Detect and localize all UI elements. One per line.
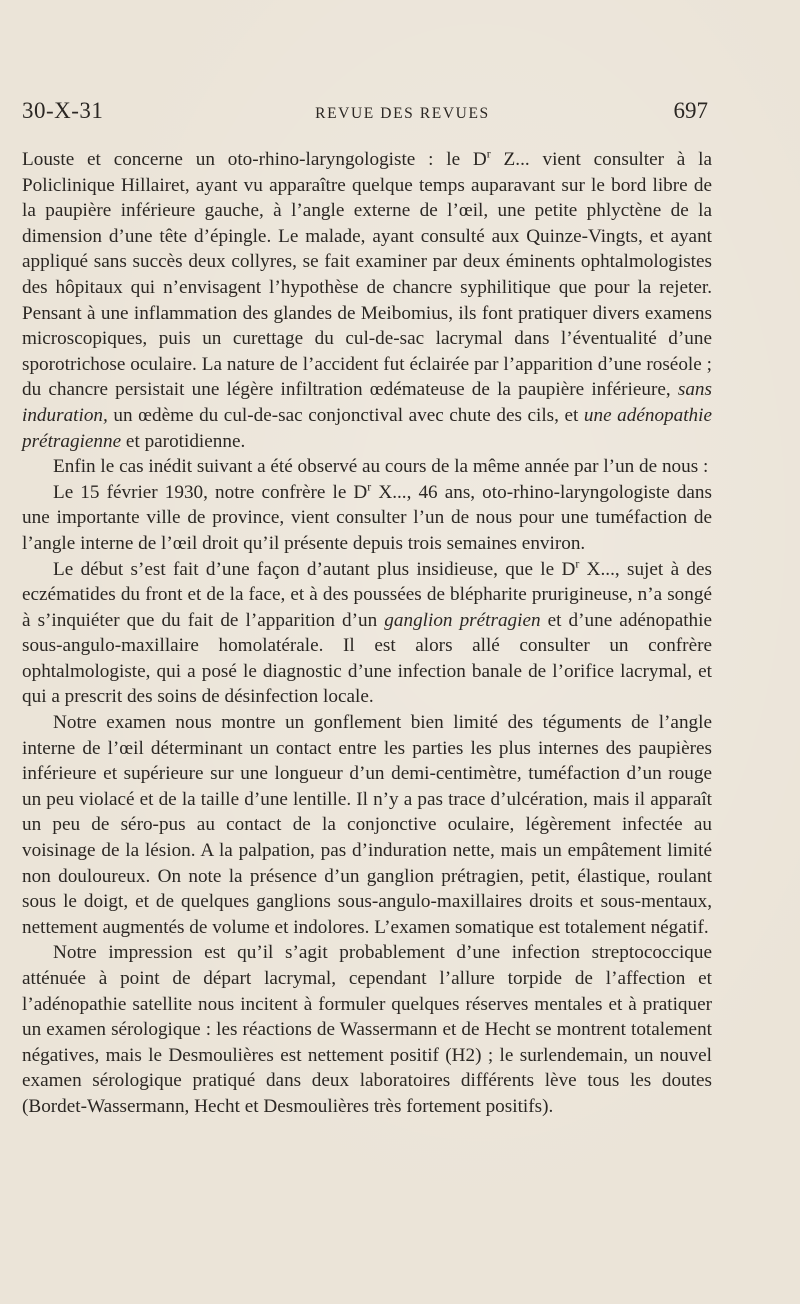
page-number: 697 — [673, 98, 708, 123]
article-body — [22, 147, 712, 1120]
text-run: Le début s’est fait d’une façon d’autant plus insidieuse, que le D — [53, 558, 576, 580]
paragraph — [22, 557, 712, 711]
running-header — [22, 98, 708, 128]
text-run: X..., 46 ans, oto-rhino-laryngologiste dans une importante ville de province, vient consulter l’un de nous pour une tuméfaction de l’angle interne de l’œil droit qu’il présente depuis trois semaines environ. — [22, 481, 712, 554]
text-run: Notre examen nous montre un gonflement bien limité des téguments de l’angle interne de l’œil déterminant un contact entre les parties les plus internes des paupières inférieure et supérieure sur une longueur d’un demi-centimètre, tuméfaction d’un rouge un peu violacé et de la taille d’une lentille. Il n’y a pas trace d’ulcération, mais il apparaît un peu de séro-pus au contact de la conjonctive oculaire, légèrement infectée au voisinage de la lésion. A la palpation, pas d’induration nette, mais un empâtement limité non douloureux. On note la présence d’un ganglion prétragien, petit, élastique, roulant sous le doigt, et de quelques ganglions sous-angulo-maxillaires droits et sous-mentaux, nettement augmentés de volume et indolores. L’examen somatique est totalement négatif. — [22, 712, 712, 938]
paragraph — [22, 710, 712, 940]
header-journal-title: REVUE DES REVUES — [315, 105, 490, 122]
text-run: Enfin le cas inédit suivant a été observé au cours de la même année par l’un de nous : — [53, 456, 709, 478]
text-run: un œdème du cul-de-sac conjonctival avec chute des cils, et — [107, 404, 584, 426]
text-run: X..., sujet à des eczématides du front et de la face, et à des poussées de blépharite prurigineuse, n’a songé à s’inquiéter que du fait de l’apparition d’un — [22, 558, 712, 631]
text-run: Z... vient consulter à la Policlinique Hillairet, ayant vu apparaître quelque temps auparavant sur le bord libre de la paupière inférieure gauche, à l’angle externe de l’œil, une petite phlyctène de la dimension d’une tête d’épingle. Le malade, ayant consulté aux Quinze-Vingts, et ayant appliqué sans succès deux collyres, se fait examiner par deux éminents ophtalmologistes des hôpitaux qui n’envisagent l’hypothèse de chancre syphilitique que pour la rejeter. Pensant à une inflammation des glandes de Meibomius, ils font pratiquer divers examens microscopiques, puis un curettage du cul-de-sac lacrymal dans l’éventualité d’une sporotrichose oculaire. La nature de l’accident fut éclairée par l’apparition d’une roséole ; du chancre persistait une légère infiltration œdémateuse de la paupière inférieure, — [22, 149, 712, 401]
paragraph — [22, 147, 712, 454]
header-date: 30-X-31 — [22, 98, 104, 123]
paragraph — [22, 480, 712, 557]
text-run: et d’une adénopathie sous-angulo-maxillaire homolatérale. Il est alors allé consulter un confrère ophtalmologiste, qui a posé le diagnostic d’une infection banale de l’orifice lacrymal, et qui a prescrit des soins de désinfection locale. — [22, 609, 712, 708]
text-run: Louste et concerne un oto-rhino-laryngologiste : le D — [22, 149, 487, 170]
italic-text: sans induration, — [22, 379, 712, 426]
superscript: r — [486, 146, 491, 161]
paragraph — [22, 454, 712, 480]
paragraph — [22, 940, 712, 1119]
italic-text: une adénopathie prétragienne — [22, 404, 712, 452]
text-run: Le 15 février 1930, notre confrère le D — [53, 481, 368, 503]
italic-text: ganglion prétragien — [384, 609, 541, 631]
superscript: r — [367, 479, 372, 494]
text-run: Notre impression est qu’il s’agit probablement d’une infection streptococcique atténuée à point de départ lacrymal, cependant l’allure torpide de l’affection et l’adénopathie satellite nous incitent à formuler quelques réserves mentales et à pratiquer un examen sérologique : les réactions de Wassermann et de Hecht se montrent totalement négatives, mais le Desmoulières est nettement positif (H2) ; le surlendemain, un nouvel examen sérologique pratiqué dans deux laboratoires différents lève tous les doutes (Bordet-Wassermann, Hecht et Desmoulières très fortement positifs). — [22, 942, 712, 1117]
text-run: et parotidienne. — [121, 430, 246, 452]
superscript: r — [575, 556, 580, 571]
